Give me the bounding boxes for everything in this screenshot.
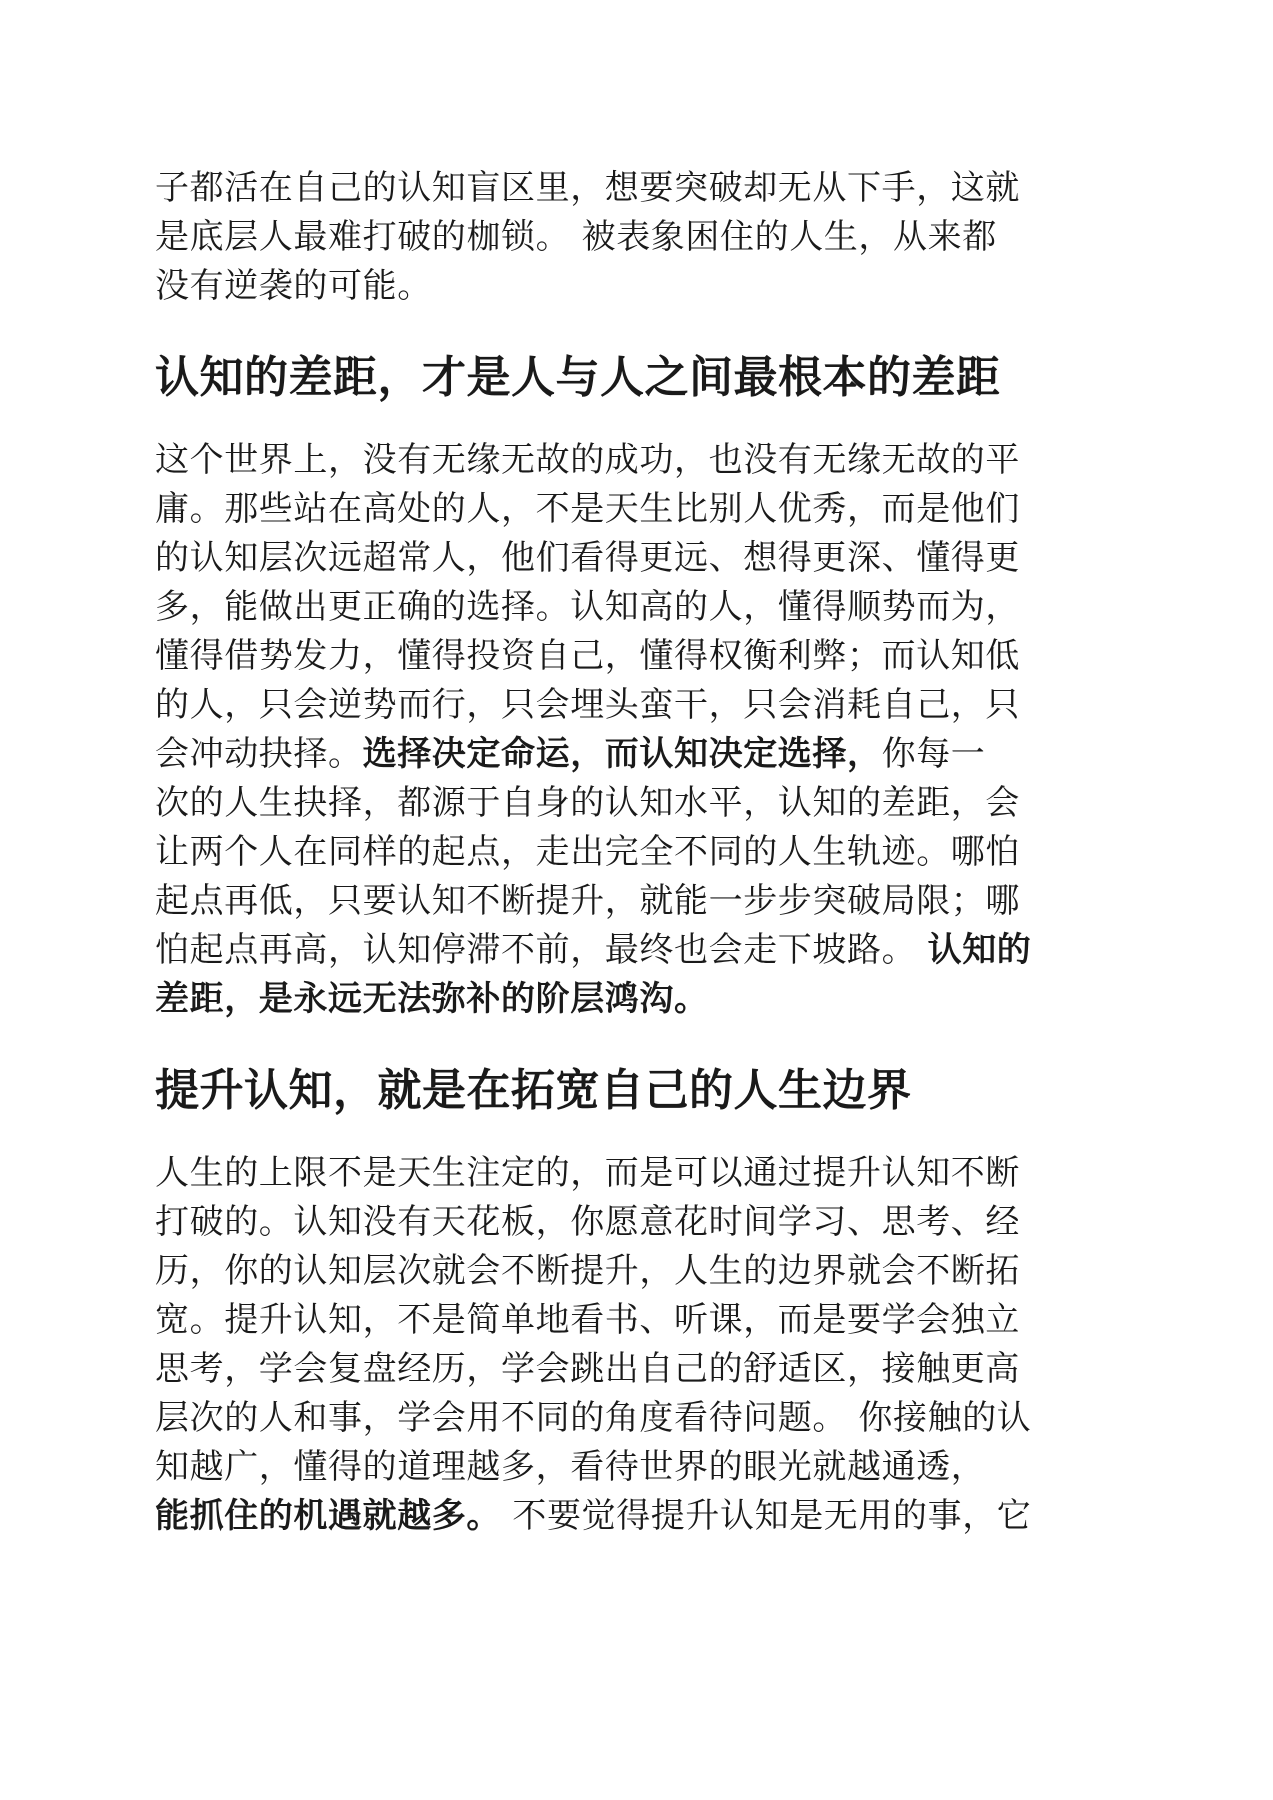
- paragraph-line: 打破的。认知没有天花板，你愿意花时间学习、思考、经: [155, 1202, 1020, 1242]
- paragraph-line: 人生的上限不是天生注定的，而是可以通过提升认知不断: [155, 1153, 1020, 1193]
- bold-emphasis: 认知的: [927, 930, 1032, 970]
- paragraph-line: 让两个人在同样的起点，走出完全不同的人生轨迹。哪怕: [155, 832, 1020, 872]
- paragraph-line: 这个世界上，没有无缘无故的成功，也没有无缘无故的平: [155, 440, 1020, 480]
- paragraph-line: 知越广，懂得的道理越多，看待世界的眼光就越通透，: [155, 1447, 986, 1487]
- paragraph-line: 庸。那些站在高处的人，不是天生比别人优秀，而是他们: [155, 489, 1020, 529]
- paragraph-line: 起点再低，只要认知不断提升，就能一步步突破局限；哪: [155, 881, 1020, 921]
- section-heading: 提升认知，就是在拓宽自己的人生边界: [155, 1065, 912, 1116]
- paragraph-line: 子都活在自己的认知盲区里，想要突破却无从下手，这就: [155, 168, 1020, 208]
- paragraph-text: 不要觉得提升认知是无用的事，它: [501, 1496, 1032, 1536]
- bold-emphasis-line: 差距，是永远无法弥补的阶层鸿沟。: [155, 979, 709, 1019]
- paragraph-line: 宽。提升认知，不是简单地看书、听课，而是要学会独立: [155, 1300, 1020, 1340]
- paragraph-line: [155, 1495, 1031, 1537]
- paragraph-text: 你每一: [881, 734, 986, 774]
- paragraph-line: 懂得借势发力，懂得投资自己，懂得权衡利弊；而认知低: [155, 636, 1020, 676]
- paragraph-line: 的认知层次远超常人，他们看得更远、想得更深、懂得更: [155, 538, 1020, 578]
- bold-emphasis: 能抓住的机遇就越多。: [155, 1496, 501, 1536]
- paragraph-line: 是底层人最难打破的枷锁。 被表象困住的人生，从来都: [155, 217, 997, 257]
- bold-emphasis: 选择决定命运，而认知决定选择，: [362, 734, 882, 774]
- paragraph-line: 次的人生抉择，都源于自身的认知水平，认知的差距，会: [155, 783, 1020, 823]
- paragraph-line: 历，你的认知层次就会不断提升，人生的边界就会不断拓: [155, 1251, 1020, 1291]
- paragraph-line: 没有逆袭的可能。: [155, 266, 432, 306]
- paragraph-text: 会冲动抉择。: [155, 734, 363, 774]
- paragraph-line: 思考，学会复盘经历，学会跳出自己的舒适区，接触更高: [155, 1349, 1020, 1389]
- paragraph-line: 的人，只会逆势而行，只会埋头蛮干，只会消耗自己，只: [155, 685, 1020, 725]
- paragraph-line: [155, 929, 1031, 971]
- paragraph-text: 怕起点再高，认知停滞不前，最终也会走下坡路。: [155, 930, 928, 970]
- paragraph-line: 层次的人和事，学会用不同的角度看待问题。 你接触的认: [155, 1398, 1032, 1438]
- section-heading: 认知的差距，才是人与人之间最根本的差距: [155, 352, 1001, 403]
- paragraph-line: [155, 733, 985, 775]
- paragraph-line: 多，能做出更正确的选择。认知高的人，懂得顺势而为，: [155, 587, 1020, 627]
